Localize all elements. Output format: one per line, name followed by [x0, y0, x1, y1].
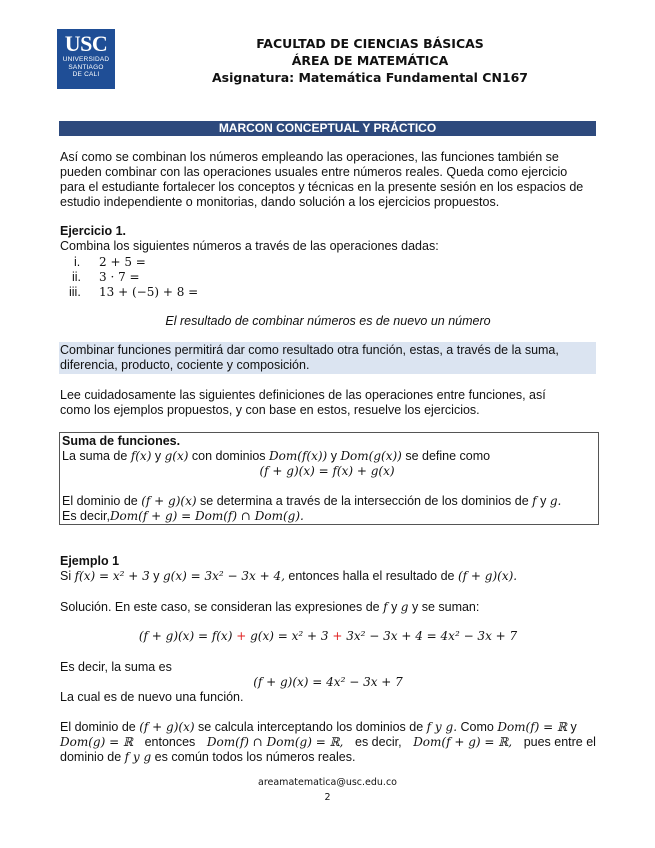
domain-formula-line: [62, 509, 304, 523]
intro-paragraph: [60, 150, 596, 210]
text: entonces: [144, 735, 196, 749]
header-faculty: FACULTAD DE CIENCIAS BÁSICAS: [256, 36, 484, 51]
domain-explanation-line1: [60, 720, 577, 734]
exercise-conclusion: El resultado de combinar números es de nuevo un número: [165, 314, 491, 328]
header-area: ÁREA DE MATEMÁTICA: [291, 53, 449, 68]
math: f: [532, 494, 537, 508]
logo-line1: UNIVERSIDAD: [62, 56, 110, 63]
text: El dominio de: [62, 494, 138, 508]
math: Dom(f + g) = ℝ,: [413, 735, 513, 749]
math: f: [383, 600, 388, 614]
exercise-item-expr: 13 + (−5) + 8 =: [99, 285, 199, 299]
math: g(x): [164, 449, 189, 463]
text: Como: [460, 720, 494, 734]
text: y se suman:: [411, 600, 480, 614]
math: g: [400, 600, 409, 614]
math: Dom(f + g) = Dom(f) ∩ Dom(g).: [109, 509, 304, 523]
text: Es decir,: [62, 509, 110, 523]
solution-line: [60, 600, 479, 614]
text: se calcula interceptando los dominios de: [198, 720, 424, 734]
exercise-title: Ejercicio 1.: [60, 224, 127, 238]
page-number: 2: [324, 792, 331, 803]
text: Solución. En este caso, se consideran las expresiones de: [60, 600, 380, 614]
math: Dom(f(x)): [269, 449, 328, 463]
intro-line: estudio independiente o monitorias, dando solución a los ejercicios propuestos.: [60, 195, 500, 209]
math: f y g: [124, 750, 152, 764]
text: con dominios: [191, 449, 266, 463]
intro-line: Así como se combinan los números empleando las operaciones, las funciones también se: [60, 150, 559, 164]
header-subject: Asignatura: Matemática Fundamental CN167: [211, 70, 529, 85]
instructions-line: Lee cuidadosamente las siguientes definiciones de las operaciones entre funciones, así: [60, 388, 546, 402]
math: (f + g)(x): [139, 720, 195, 734]
text: entonces halla el resultado de: [288, 569, 455, 583]
text: se define como: [405, 449, 491, 463]
math: Dom(g(x)): [340, 449, 402, 463]
sum-intro: Es decir, la suma es: [60, 660, 172, 674]
definition-formula: (f + g)(x) = f(x) + g(x): [259, 464, 395, 478]
math: f(x) = x² + 3: [74, 569, 150, 583]
text: y: [153, 569, 160, 583]
sum-conclusion: La cual es de nuevo una función.: [60, 690, 244, 704]
instructions-line: como los ejemplos propuestos, y con base en estos, resuelve los ejercicios.: [60, 403, 480, 417]
text: dominio de: [60, 750, 122, 764]
definition-line: [62, 449, 490, 463]
solution-equation: [60, 629, 596, 643]
text: es común todos los números reales.: [154, 750, 356, 764]
usc-logo: [57, 29, 115, 89]
exercise-item-num: i.: [74, 255, 81, 269]
intro-line: pueden combinar con las operaciones usuales entre números reales. Queda como ejercicio: [60, 165, 568, 179]
domain-explanation-line2: [60, 735, 596, 749]
exercise-item-num: ii.: [72, 270, 82, 284]
math: f y g.: [426, 720, 458, 734]
footer-email: areamatematica@usc.edu.co: [258, 777, 397, 788]
text: y: [391, 600, 398, 614]
math: Dom(f) ∩ Dom(g) = ℝ,: [206, 735, 344, 749]
section-banner: MARCON CONCEPTUAL Y PRÁCTICO: [59, 121, 596, 136]
definition-title: Suma de funciones.: [62, 434, 181, 448]
text: Si: [60, 569, 72, 583]
math: 3x² − 3x + 4 = 4x² − 3x + 7: [346, 629, 518, 643]
math: Dom(g) = ℝ: [60, 735, 133, 749]
red-plus: +: [332, 629, 343, 643]
sum-result: (f + g)(x) = 4x² − 3x + 7: [253, 675, 403, 689]
example-title: Ejemplo 1: [60, 554, 120, 568]
highlight-line: Combinar funciones permitirá dar como resultado otra función, estas, a través de la suma,: [60, 343, 559, 357]
exercise-item-expr: 2 + 5 =: [99, 255, 146, 269]
domain-line: [62, 494, 561, 508]
math: g(x) = x² + 3: [250, 629, 329, 643]
math: (f + g)(x): [141, 494, 197, 508]
math: (f + g)(x).: [457, 569, 518, 583]
math: g(x) = 3x² − 3x + 4,: [162, 569, 285, 583]
text: y: [540, 494, 547, 508]
text: y: [570, 720, 577, 734]
exercise-prompt: Combina los siguientes números a través de las operaciones dadas:: [60, 239, 439, 253]
highlight-line: diferencia, producto, cociente y composición.: [60, 358, 310, 372]
text: El dominio de: [60, 720, 136, 734]
logo-line2: SANTIAGO: [68, 63, 104, 71]
math: g.: [549, 494, 562, 508]
highlight-text: [60, 343, 596, 373]
text: y: [330, 449, 337, 463]
math: Dom(f) = ℝ: [497, 720, 568, 734]
text: La suma de: [62, 449, 128, 463]
math: f(x): [130, 449, 152, 463]
text: pues entre el: [523, 735, 596, 749]
exercise-item-expr: 3 · 7 =: [99, 270, 140, 284]
example-statement: [60, 569, 517, 583]
red-plus: +: [236, 629, 247, 643]
logo-main-text: USC: [64, 31, 108, 56]
intro-line: para el estudiante fortalecer los conceptos y técnicas en la presente sesión en los espacios de: [60, 180, 584, 194]
text: y: [154, 449, 162, 463]
logo-line3: DE CALI: [72, 71, 100, 78]
instructions-paragraph: [60, 388, 596, 418]
domain-explanation-line3: [60, 750, 355, 764]
exercise-item-num: iii.: [69, 285, 81, 299]
text: es decir,: [355, 735, 402, 749]
text: se determina a través de la intersección de los dominios de: [200, 494, 529, 508]
math: (f + g)(x) = f(x): [138, 629, 233, 643]
